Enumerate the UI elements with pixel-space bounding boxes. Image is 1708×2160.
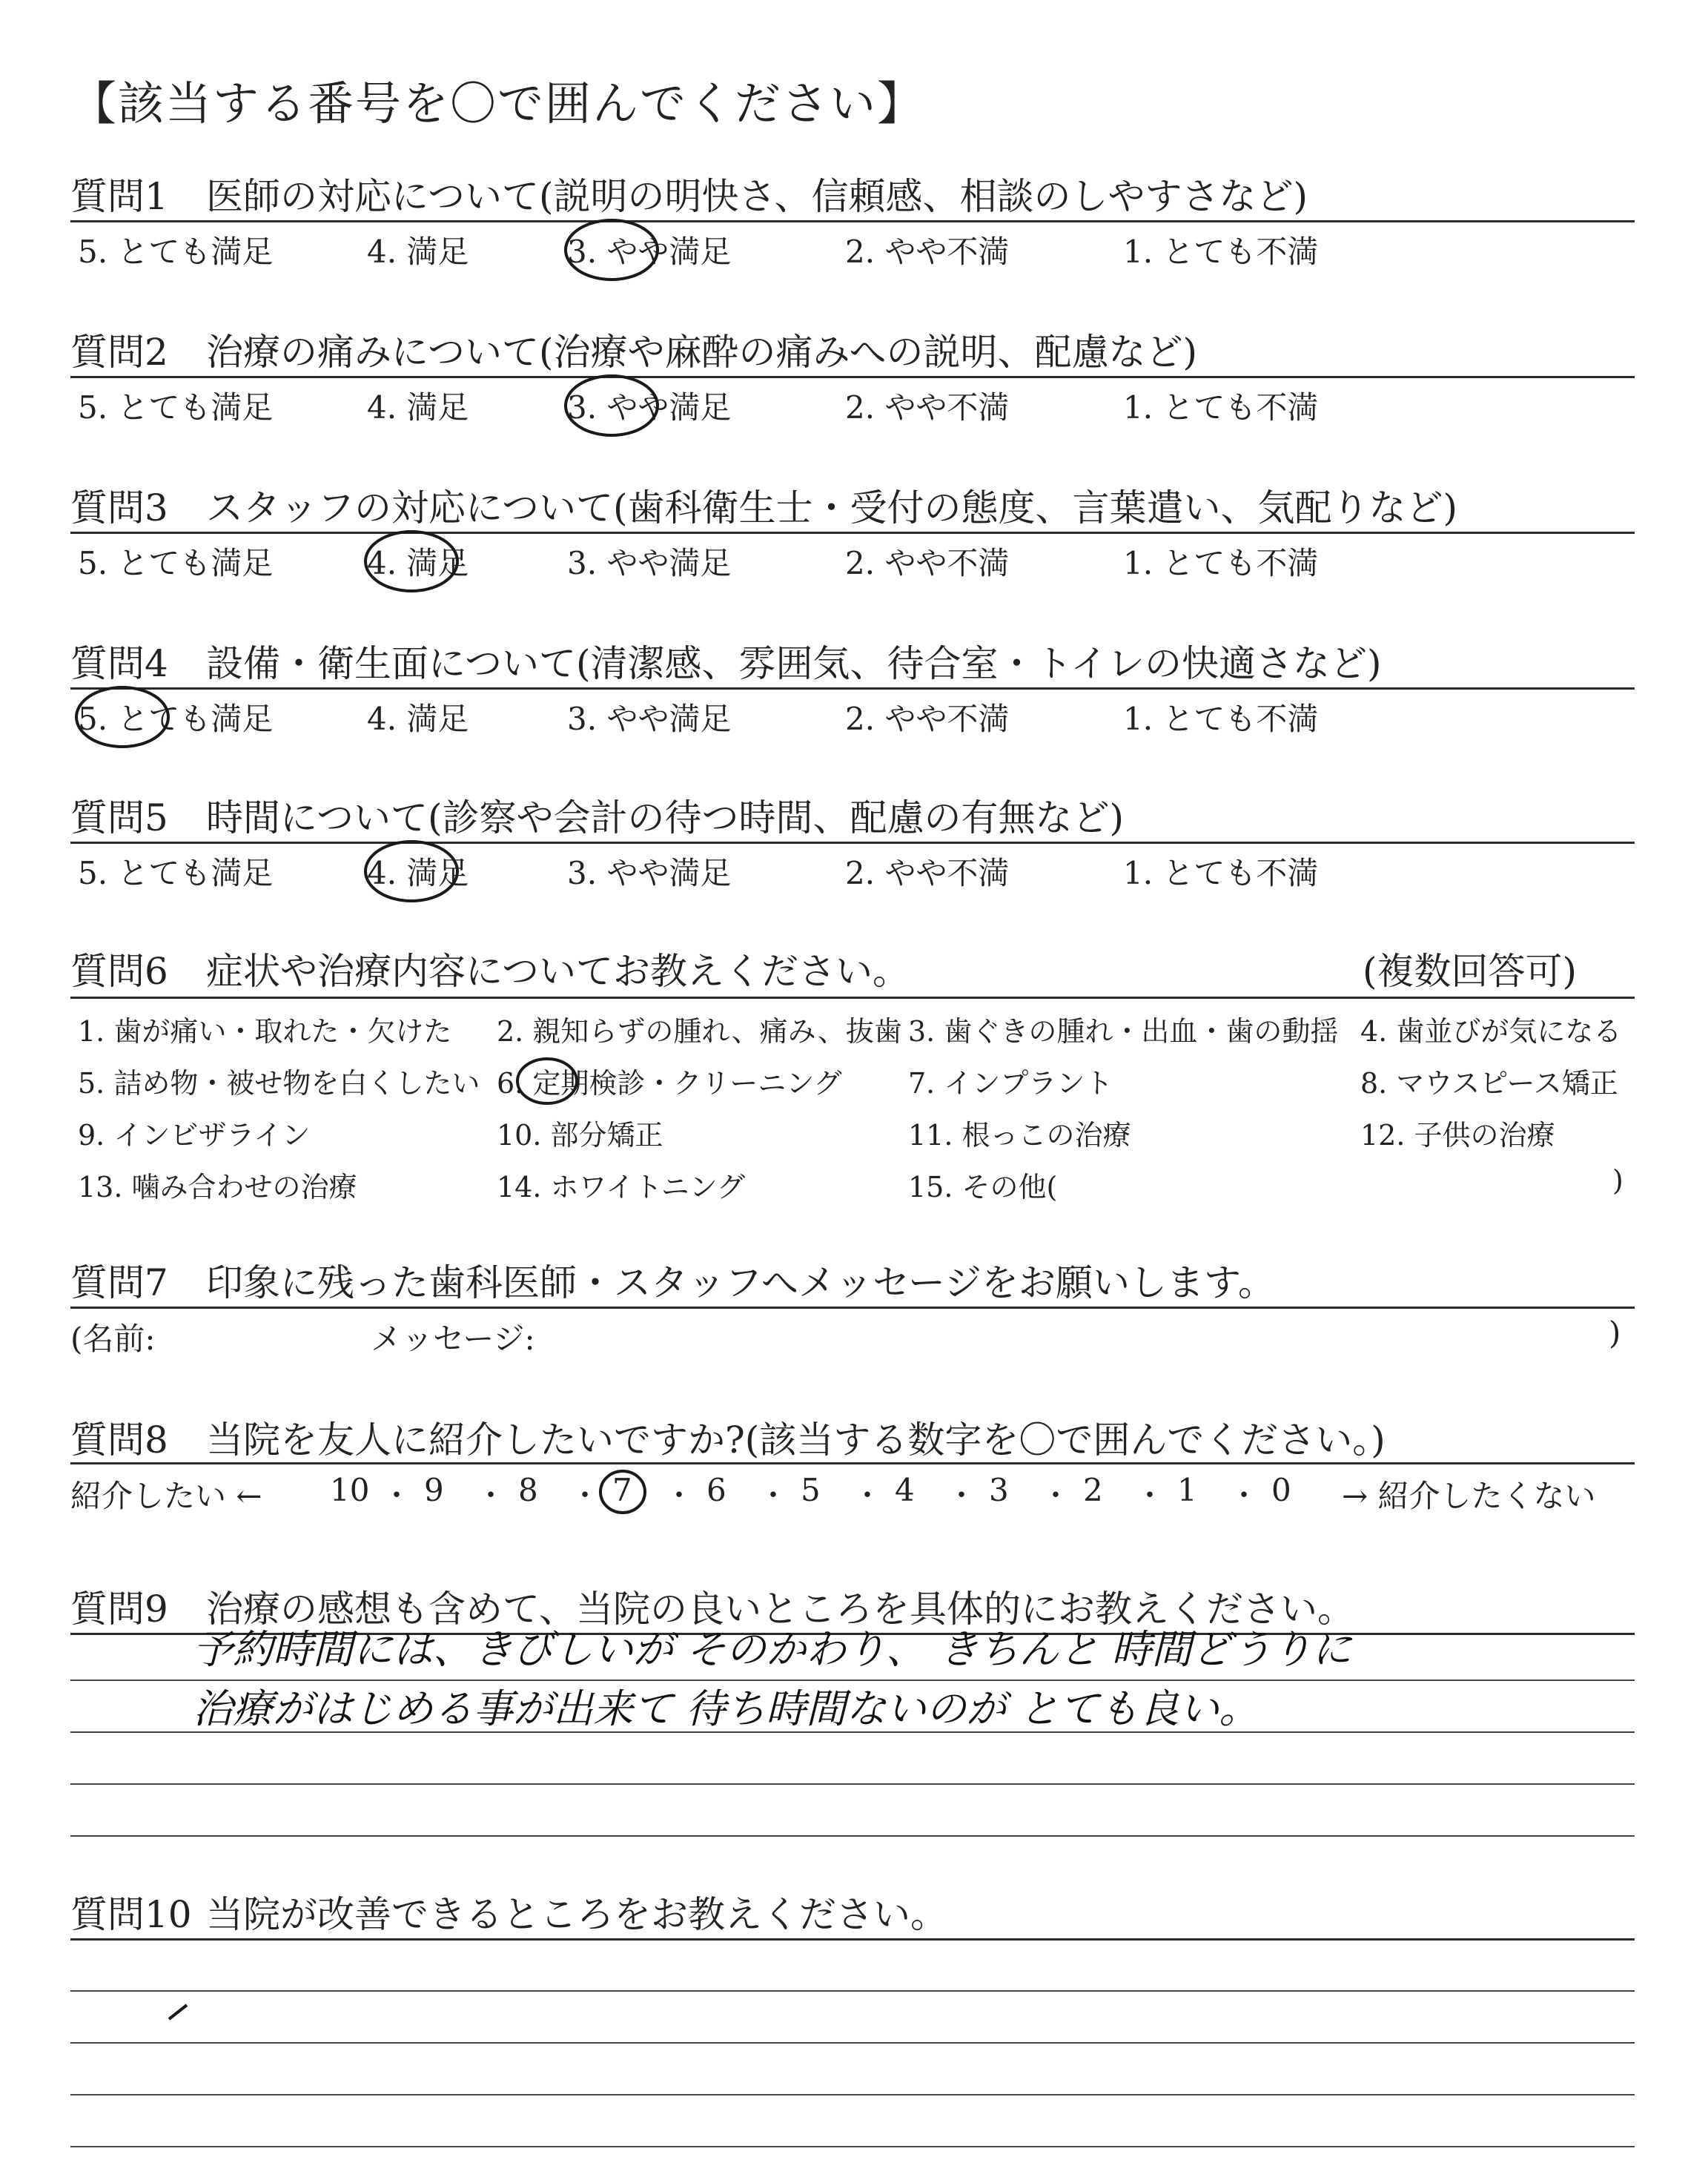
q4-option-3[interactable]: 3. やや満足 [567, 701, 732, 737]
q6-option-13[interactable]: 13. 噛み合わせの治療 [78, 1171, 357, 1203]
q10-label: 質問10 [70, 1893, 192, 1936]
q7-message-label: メッセージ: [371, 1321, 535, 1357]
q4-option-5[interactable]: 5. とても満足 [78, 701, 274, 737]
q1-option-3[interactable]: 3. やや満足 [567, 234, 732, 270]
q4-label: 質問4 [70, 642, 168, 685]
q8-scale-dot: ・ [664, 1479, 694, 1513]
q6-option-12[interactable]: 12. 子供の治療 [1360, 1119, 1555, 1152]
q2-option-1[interactable]: 1. とても不満 [1123, 389, 1319, 426]
q5-rule [70, 842, 1635, 844]
q6-option-5[interactable]: 5. 詰め物・被せ物を白くしたい [78, 1067, 480, 1100]
q5-option-5[interactable]: 5. とても満足 [78, 855, 274, 891]
q1-option-2[interactable]: 2. やや不満 [845, 234, 1010, 270]
q1-option-5[interactable]: 5. とても満足 [78, 234, 274, 270]
q6-option-3[interactable]: 3. 歯ぐきの腫れ・出血・歯の動揺 [908, 1015, 1339, 1048]
q8-scale-dot: ・ [947, 1479, 976, 1513]
q3-option-2[interactable]: 2. やや不満 [845, 545, 1010, 581]
q2-option-5[interactable]: 5. とても満足 [78, 389, 274, 426]
q2-rule [70, 376, 1635, 378]
q3-option-5[interactable]: 5. とても満足 [78, 545, 274, 581]
q8-scale-dot: ・ [1229, 1479, 1259, 1513]
q8-scale-0[interactable]: 0 [1271, 1472, 1291, 1508]
q9-label: 質問9 [70, 1588, 168, 1631]
q8-scale-dot: ・ [853, 1479, 882, 1513]
q2-label: 質問2 [70, 331, 168, 374]
q2-text: 治療の痛みについて(治療や麻酔の痛みへの説明、配慮など) [206, 331, 1198, 374]
stray-pen-mark [169, 2005, 187, 2019]
q6-option-10[interactable]: 10. 部分矯正 [497, 1119, 663, 1152]
q8-scale-1[interactable]: 1 [1177, 1472, 1197, 1508]
q10-answer-line [70, 1990, 1635, 1992]
q6-rule [70, 997, 1635, 999]
q8-left-label: 紹介したい ← [70, 1478, 262, 1514]
q8-scale-dot: ・ [758, 1479, 788, 1513]
q9-text: 治療の感想も含めて、当院の良いところを具体的にお教えください。 [206, 1588, 1354, 1631]
q1-rule [70, 220, 1635, 222]
q6-option-9[interactable]: 9. インビザライン [78, 1119, 311, 1152]
q7-name-label: (名前: [70, 1321, 156, 1357]
q8-text: 当院を友人に紹介したいですか?(該当する数字を〇で囲んでください。) [206, 1418, 1386, 1462]
q10-text: 当院が改善できるところをお教えください。 [206, 1893, 947, 1936]
q5-text: 時間について(診察や会計の待つ時間、配慮の有無など) [206, 796, 1125, 839]
q4-option-2[interactable]: 2. やや不満 [845, 701, 1010, 737]
q8-scale-6[interactable]: 6 [706, 1472, 726, 1508]
q4-option-4[interactable]: 4. 満足 [367, 701, 469, 737]
q4-text: 設備・衛生面について(清潔感、雰囲気、待合室・トイレの快適さなど) [206, 642, 1382, 685]
q7-close-paren: ) [1609, 1315, 1621, 1351]
q5-option-1[interactable]: 1. とても不満 [1123, 855, 1319, 891]
q3-text: スタッフの対応について(歯科衛生士・受付の態度、言葉遣い、気配りなど) [206, 486, 1458, 529]
q10-answer-line [70, 2042, 1635, 2044]
q9-handwritten-line-2: 治療がはじめる事が出来て 待ち時間ないのが とても良い。 [193, 1685, 1260, 1732]
q9-answer-line [70, 1835, 1635, 1837]
q9-answer-line [70, 1783, 1635, 1785]
q8-label: 質問8 [70, 1418, 168, 1462]
q8-scale-dot: ・ [476, 1479, 506, 1513]
q8-scale-3[interactable]: 3 [989, 1472, 1009, 1508]
form-title: 【該当する番号を〇で囲んでください】 [70, 76, 925, 131]
q1-label: 質問1 [70, 175, 168, 218]
q6-option-14[interactable]: 14. ホワイトニング [497, 1171, 746, 1203]
q4-option-1[interactable]: 1. とても不満 [1123, 701, 1319, 737]
q1-option-4[interactable]: 4. 満足 [367, 234, 469, 270]
q8-rule [70, 1462, 1635, 1464]
q2-option-2[interactable]: 2. やや不満 [845, 389, 1010, 426]
q8-scale-dot: ・ [1135, 1479, 1165, 1513]
q1-option-1[interactable]: 1. とても不満 [1123, 234, 1319, 270]
q8-scale-dot: ・ [382, 1479, 411, 1513]
q6-option-16: ) [1612, 1164, 1623, 1197]
q3-option-1[interactable]: 1. とても不満 [1123, 545, 1319, 581]
q6-note: (複数回答可) [1363, 950, 1578, 993]
q8-scale-8[interactable]: 8 [518, 1472, 538, 1508]
q5-option-3[interactable]: 3. やや満足 [567, 855, 732, 891]
q5-label: 質問5 [70, 796, 168, 839]
q3-option-3[interactable]: 3. やや満足 [567, 545, 732, 581]
q1-text: 医師の対応について(説明の明快さ、信頼感、相談のしやすさなど) [206, 175, 1308, 218]
q6-option-11[interactable]: 11. 根っこの治療 [908, 1119, 1131, 1152]
q8-scale-dot: ・ [570, 1479, 600, 1513]
q5-option-2[interactable]: 2. やや不満 [845, 855, 1010, 891]
q6-option-8[interactable]: 8. マウスピース矯正 [1360, 1067, 1618, 1100]
q3-label: 質問3 [70, 486, 168, 529]
q10-answer-line [70, 2094, 1635, 2095]
q10-answer-line [70, 2146, 1635, 2147]
q7-label: 質問7 [70, 1261, 168, 1304]
q6-text: 症状や治療内容についてお教えください。 [206, 950, 910, 993]
q2-option-4[interactable]: 4. 満足 [367, 389, 469, 426]
q4-rule [70, 687, 1635, 690]
q3-option-4[interactable]: 4. 満足 [367, 545, 469, 581]
q6-option-2[interactable]: 2. 親知らずの腫れ、痛み、抜歯 [497, 1015, 902, 1048]
q5-option-4[interactable]: 4. 満足 [367, 855, 469, 891]
q7-rule [70, 1307, 1635, 1309]
q8-scale-5[interactable]: 5 [801, 1472, 821, 1508]
q6-option-15[interactable]: 15. その他( [908, 1171, 1058, 1203]
q9-handwritten-line-1: 予約時間には、きびしいが そのかわり、 きちんと 時間どうりに [193, 1626, 1352, 1673]
q6-label: 質問6 [70, 950, 168, 993]
q8-scale-dot: ・ [1041, 1479, 1070, 1513]
q2-option-3[interactable]: 3. やや満足 [567, 389, 732, 426]
q3-rule [70, 532, 1635, 534]
q8-scale-4[interactable]: 4 [895, 1472, 915, 1508]
q6-option-4[interactable]: 4. 歯並びが気になる [1360, 1015, 1622, 1048]
q7-text: 印象に残った歯科医師・スタッフへメッセージをお願いします。 [206, 1261, 1275, 1304]
q10-rule [70, 1938, 1635, 1941]
q6-option-1[interactable]: 1. 歯が痛い・取れた・欠けた [78, 1015, 452, 1048]
q8-scale-10[interactable]: 10 [330, 1472, 370, 1508]
q8-scale-2[interactable]: 2 [1083, 1472, 1103, 1508]
q6-option-6[interactable]: 6. 定期検診・クリーニング [497, 1067, 842, 1100]
q8-right-label: → 紹介したくない [1342, 1478, 1596, 1514]
q6-option-7[interactable]: 7. インプラント [908, 1067, 1113, 1100]
q8-scale-7[interactable]: 7 [612, 1472, 632, 1508]
q8-scale-9[interactable]: 9 [424, 1472, 444, 1508]
